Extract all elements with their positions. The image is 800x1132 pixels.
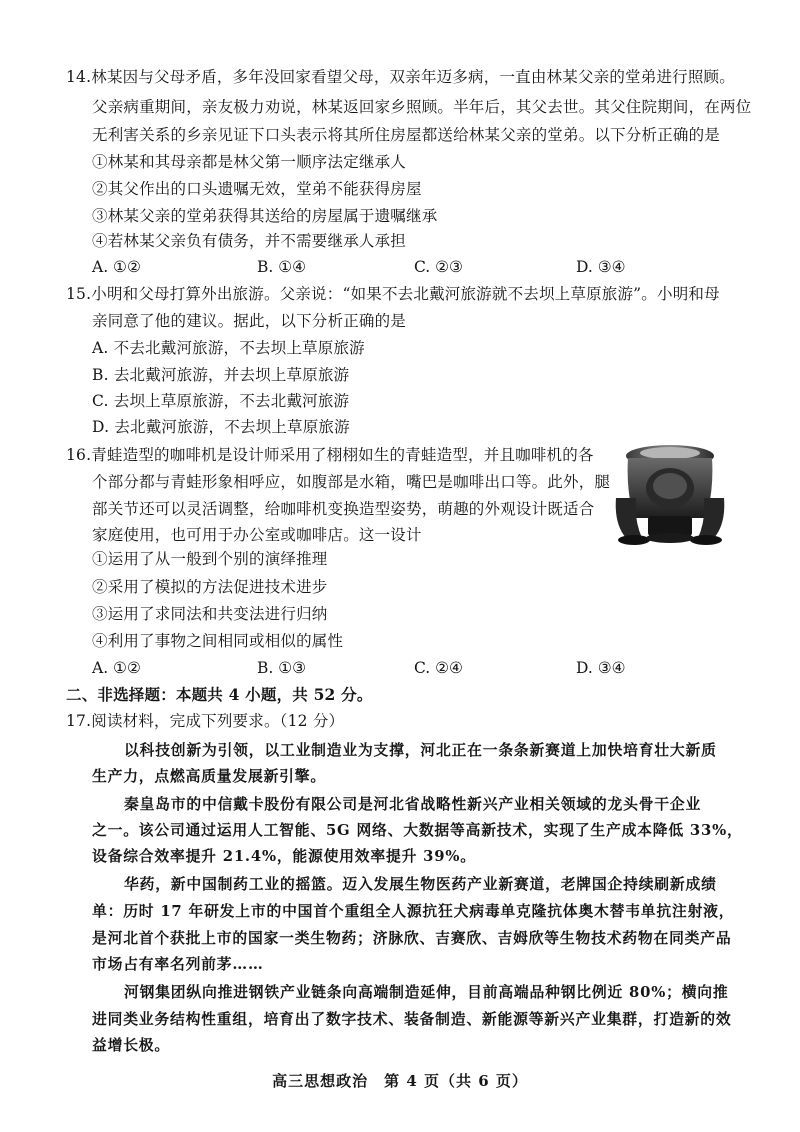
q14-item-3: ③林某父亲的堂弟获得其送给的房屋属于遗嘱继承	[92, 207, 438, 225]
q14-options	[92, 256, 626, 278]
q17-paragraph-line-2: 生产力，点燃高质量发展新引擎。	[92, 768, 326, 785]
q14-option-b: B. ①④	[257, 258, 307, 276]
q17-stem: 17.阅读材料，完成下列要求。（12 分）	[66, 712, 345, 730]
q16-stem-line-3: 部关节还可以灵活调整，给咖啡机变换造型姿势，萌趣的外观设计既适合	[92, 500, 595, 518]
q16-option-b: B. ①③	[257, 659, 307, 677]
q15-option-a: A. 不去北戴河旅游，不去坝上草原旅游	[92, 339, 365, 357]
q17-paragraph-line-4: 之一。该公司通过运用人工智能、5G 网络、大数据等高新技术，实现了生产成本降低 33%，	[92, 822, 743, 839]
q17-paragraph-line-12: 益增长极。	[92, 1037, 170, 1054]
q16-stem-line-2: 个部分都与青蛙形象相呼应，如腹部是水箱，嘴巴是咖啡出口等。此外，腿	[92, 473, 611, 491]
q16-item-3: ③运用了求同法和共变法进行归纳	[92, 605, 328, 623]
q15-option-b: B. 去北戴河旅游，并去坝上草原旅游	[92, 366, 350, 384]
frog-coffee-machine-image	[612, 440, 728, 550]
q14-stem-line-1: 14.林某因与父母矛盾，多年没回家看望父母，双亲年迈多病，一直由林某父亲的堂弟进行照顾。	[66, 68, 735, 86]
q14-stem-line-3: 无利害关系的乡亲见证下口头表示将其所住房屋都送给林某父亲的堂弟。以下分析正确的是	[92, 126, 721, 144]
q16-stem-line-1: 16.青蛙造型的咖啡机是设计师采用了栩栩如生的青蛙造型，并且咖啡机的各	[66, 446, 594, 464]
q16-stem-line-4: 家庭使用，也可用于办公室或咖啡店。这一设计	[92, 526, 422, 544]
section-2-heading: 二、非选择题：本题共 4 小题，共 52 分。	[66, 685, 373, 704]
q14-item-1: ①林某和其母亲都是林父第一顺序法定继承人	[92, 153, 407, 171]
q14-item-2: ②其父作出的口头遗嘱无效，堂弟不能获得房屋	[92, 180, 422, 198]
q17-paragraph-line-10: 河钢集团纵向推进钢铁产业链条向高端制造延伸，目前高端品种钢比例近 80%；横向推	[124, 984, 729, 1001]
q16-options	[92, 657, 626, 679]
q14-option-d: D. ③④	[576, 258, 626, 276]
q16-item-1: ①运用了从一般到个别的演绎推理	[92, 550, 328, 568]
q17-paragraph-line-9: 市场占有率名列前茅……	[92, 956, 264, 973]
q17-paragraph-line-8: 是河北首个获批上市的国家一类生物药；济脉欣、吉赛欣、吉姆欣等生物技术药物在同类产品	[92, 930, 732, 947]
q15-stem-line-1: 15.小明和父母打算外出旅游。父亲说：“如果不去北戴河旅游就不去坝上草原旅游”。小明和母	[66, 285, 720, 303]
q17-paragraph-line-5: 设备综合效率提升 21.4%，能源使用效率提升 39%。	[92, 848, 476, 865]
q15-option-c: C. 去坝上草原旅游，不去北戴河旅游	[92, 392, 350, 410]
q16-option-c: C. ②④	[414, 659, 463, 677]
q16-option-d: D. ③④	[576, 659, 626, 677]
q17-paragraph-line-7: 单：历时 17 年研发上市的中国首个重组全人源抗狂犬病毒单克隆抗体奥木替韦单抗注射液，	[92, 903, 735, 920]
q15-stem-line-2: 亲同意了他的建议。据此，以下分析正确的是	[92, 312, 407, 330]
q14-option-a: A. ①②	[92, 258, 141, 276]
q14-option-c: C. ②③	[414, 258, 463, 276]
q14-item-4: ④若林某父亲负有债务，并不需要继承人承担	[92, 232, 407, 250]
q15-option-d: D. 去北戴河旅游，不去坝上草原旅游	[92, 418, 350, 436]
page-footer: 高三思想政治 第 4 页（共 6 页）	[272, 1072, 528, 1090]
q16-item-4: ④利用了事物之间相同或相似的属性	[92, 632, 344, 650]
q14-stem-line-2: 父亲病重期间，亲友极力劝说，林某返回家乡照顾。半年后，其父去世。其父住院期间，在两位	[92, 98, 752, 116]
q16-option-a: A. ①②	[92, 659, 141, 677]
q16-item-2: ②采用了模拟的方法促进技术进步	[92, 578, 328, 596]
q17-paragraph-line-1: 以科技创新为引领，以工业制造业为支撑，河北正在一条条新赛道上加快培育壮大新质	[124, 742, 717, 759]
q17-paragraph-line-11: 进同类业务结构性重组，培育出了数字技术、装备制造、新能源等新兴产业集群，打造新的效	[92, 1011, 732, 1028]
q17-paragraph-line-3: 秦皇岛市的中信戴卡股份有限公司是河北省战略性新兴产业相关领域的龙头骨干企业	[124, 796, 702, 813]
q17-paragraph-line-6: 华药，新中国制药工业的摇篮。迈入发展生物医药产业新赛道，老牌国企持续刷新成绩	[124, 876, 717, 893]
